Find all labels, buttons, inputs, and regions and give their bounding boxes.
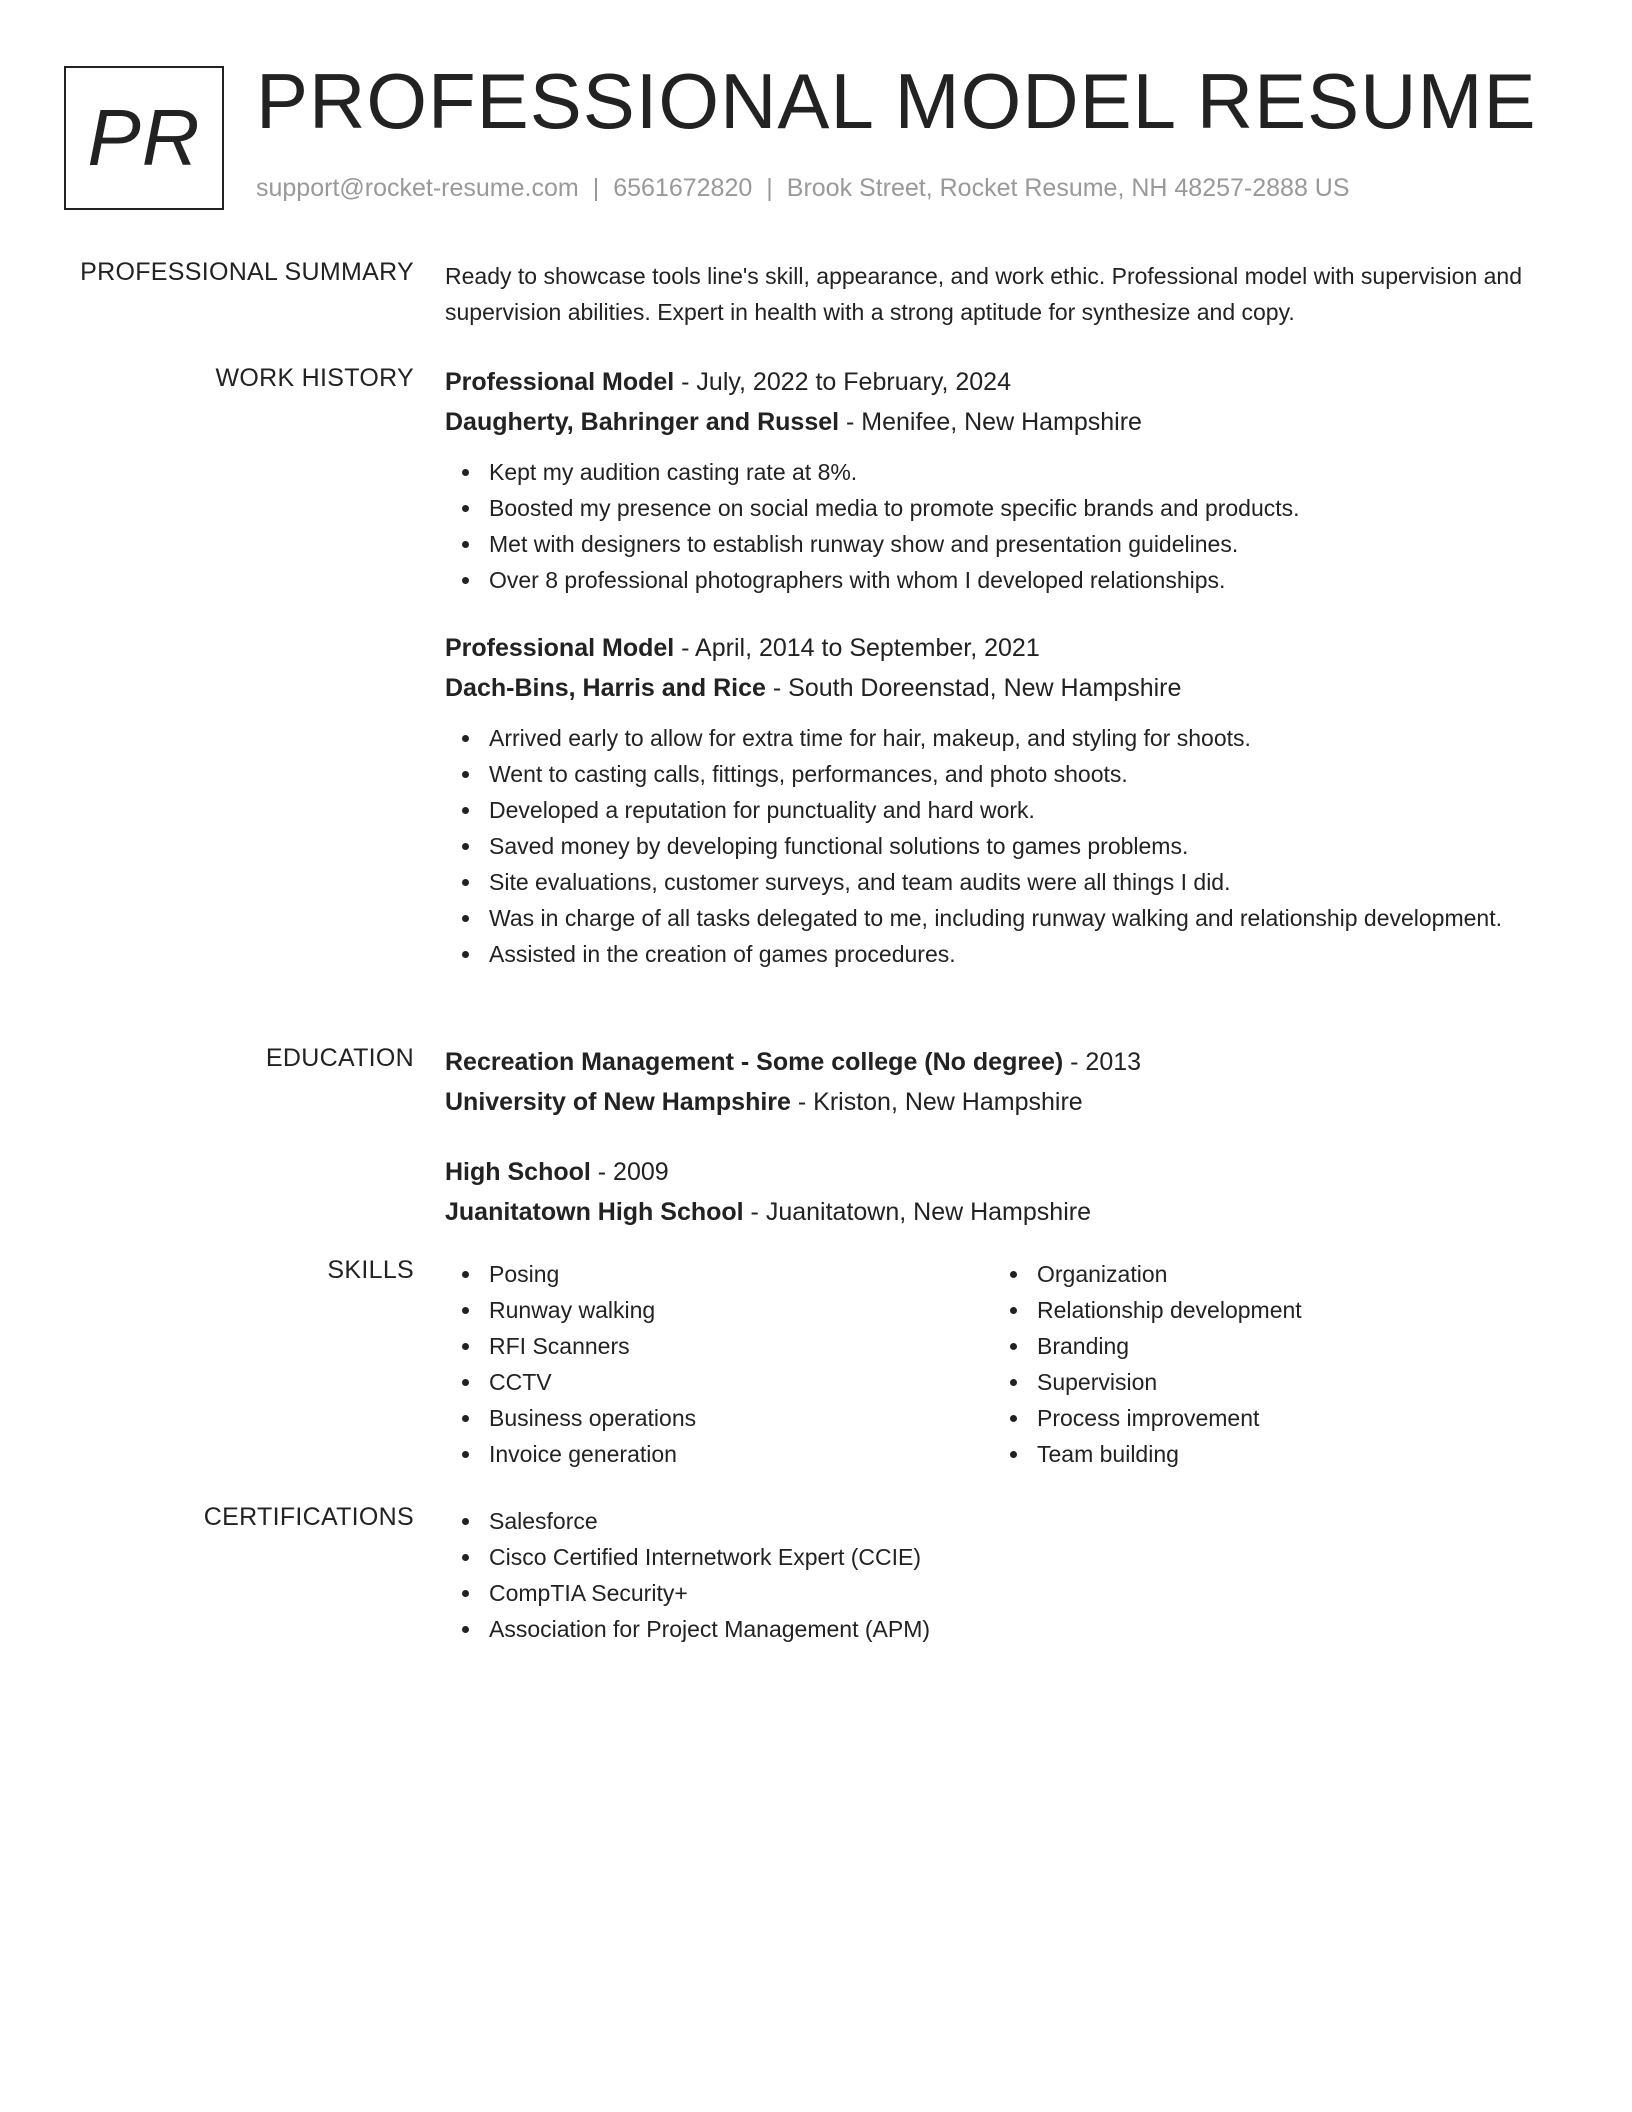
job-bullet: Kept my audition casting rate at 8%. <box>445 454 1565 490</box>
degree-year: - 2013 <box>1063 1048 1142 1076</box>
skill-item: Supervision <box>993 1364 1541 1400</box>
skill-item: Runway walking <box>445 1292 993 1328</box>
education-entry <box>445 1152 1565 1232</box>
section-label-education: EDUCATION <box>265 1044 414 1072</box>
job-entry <box>445 362 1565 598</box>
school-name: University of New Hampshire <box>445 1088 791 1116</box>
job-company: Daugherty, Bahringer and Russel <box>445 408 840 436</box>
skill-item: RFI Scanners <box>445 1328 993 1364</box>
job-bullet: Saved money by developing functional solutions to games problems. <box>445 828 1565 864</box>
contact-line <box>256 174 1350 203</box>
job-bullets <box>445 454 1565 598</box>
certification-item: CompTIA Security+ <box>445 1575 1565 1611</box>
certification-item: Salesforce <box>445 1503 1565 1539</box>
summary-text: Ready to showcase tools line's skill, appearance, and work ethic. Professional model with supervision and supervision abilities. Expert in health with a strong aptitude for synthesize and copy. <box>445 263 1523 325</box>
certifications-body <box>445 1503 1565 1647</box>
degree-year: - 2009 <box>590 1158 669 1186</box>
skills-list-right <box>993 1256 1541 1472</box>
work-history-body <box>445 362 1565 972</box>
skills-body <box>445 1256 1565 1472</box>
monogram-box <box>64 66 224 210</box>
job-title-line <box>445 362 1565 402</box>
job-bullet: Assisted in the creation of games procedures. <box>445 936 1565 972</box>
contact-email[interactable]: support@rocket-resume.com <box>256 174 579 202</box>
skill-item: Posing <box>445 1256 993 1292</box>
job-bullet: Went to casting calls, fittings, performances, and photo shoots. <box>445 756 1565 792</box>
section-label-summary: PROFESSIONAL SUMMARY <box>80 258 414 286</box>
job-dates: - July, 2022 to February, 2024 <box>674 368 1011 396</box>
contact-separator: | <box>592 174 600 202</box>
certifications-list <box>445 1503 1565 1647</box>
job-dates: - April, 2014 to September, 2021 <box>674 634 1040 662</box>
education-body <box>445 1042 1565 1232</box>
job-bullet: Was in charge of all tasks delegated to me, including runway walking and relationship development. <box>445 900 1565 936</box>
school-location: - Kriston, New Hampshire <box>790 1088 1083 1116</box>
job-title: Professional Model <box>445 634 675 662</box>
education-entry <box>445 1042 1565 1122</box>
school-name: Juanitatown High School <box>445 1198 744 1226</box>
contact-separator: | <box>766 174 773 202</box>
school-line <box>445 1082 1565 1122</box>
skill-item: Relationship development <box>993 1292 1541 1328</box>
job-bullet: Arrived early to allow for extra time for hair, makeup, and styling for shoots. <box>445 720 1565 756</box>
degree-line <box>445 1042 1565 1082</box>
skill-item: Organization <box>993 1256 1541 1292</box>
skill-item: Branding <box>993 1328 1541 1364</box>
contact-phone: 6561672820 <box>613 174 753 202</box>
job-location: - Menifee, New Hampshire <box>839 408 1142 436</box>
job-bullets <box>445 720 1565 972</box>
skills-list-left <box>445 1256 993 1472</box>
job-bullet: Developed a reputation for punctuality and hard work. <box>445 792 1565 828</box>
skill-item: CCTV <box>445 1364 993 1400</box>
job-entry <box>445 628 1565 972</box>
job-title-line <box>445 628 1565 668</box>
degree-name: Recreation Management - Some college (No degree) <box>445 1048 1064 1076</box>
section-label-work-history: WORK HISTORY <box>215 364 414 392</box>
job-bullet: Boosted my presence on social media to promote specific brands and products. <box>445 490 1565 526</box>
job-location: - South Doreenstad, New Hampshire <box>765 674 1182 702</box>
skill-item: Business operations <box>445 1400 993 1436</box>
job-company-line <box>445 402 1565 442</box>
job-bullet: Site evaluations, customer surveys, and team audits were all things I did. <box>445 864 1565 900</box>
resume-title: PROFESSIONAL MODEL RESUME <box>256 57 1537 145</box>
certification-item: Cisco Certified Internetwork Expert (CCIE) <box>445 1539 1565 1575</box>
job-company: Dach-Bins, Harris and Rice <box>445 674 766 702</box>
degree-line <box>445 1152 1565 1192</box>
summary-body <box>445 258 1565 330</box>
skill-item: Process improvement <box>993 1400 1541 1436</box>
certification-item: Association for Project Management (APM) <box>445 1611 1565 1647</box>
skill-item: Team building <box>993 1436 1541 1472</box>
job-bullet: Over 8 professional photographers with whom I developed relationships. <box>445 562 1565 598</box>
job-bullet: Met with designers to establish runway show and presentation guidelines. <box>445 526 1565 562</box>
job-company-line <box>445 668 1565 708</box>
school-location: - Juanitatown, New Hampshire <box>743 1198 1091 1226</box>
monogram-initials: PR <box>87 93 201 182</box>
section-label-certifications: CERTIFICATIONS <box>203 1503 414 1531</box>
degree-name: High School <box>445 1158 591 1186</box>
skill-item: Invoice generation <box>445 1436 993 1472</box>
job-title: Professional Model <box>445 368 675 396</box>
school-line <box>445 1192 1565 1232</box>
contact-address: Brook Street, Rocket Resume, NH 48257-2888 US <box>786 174 1350 202</box>
section-label-skills: SKILLS <box>327 1256 414 1284</box>
